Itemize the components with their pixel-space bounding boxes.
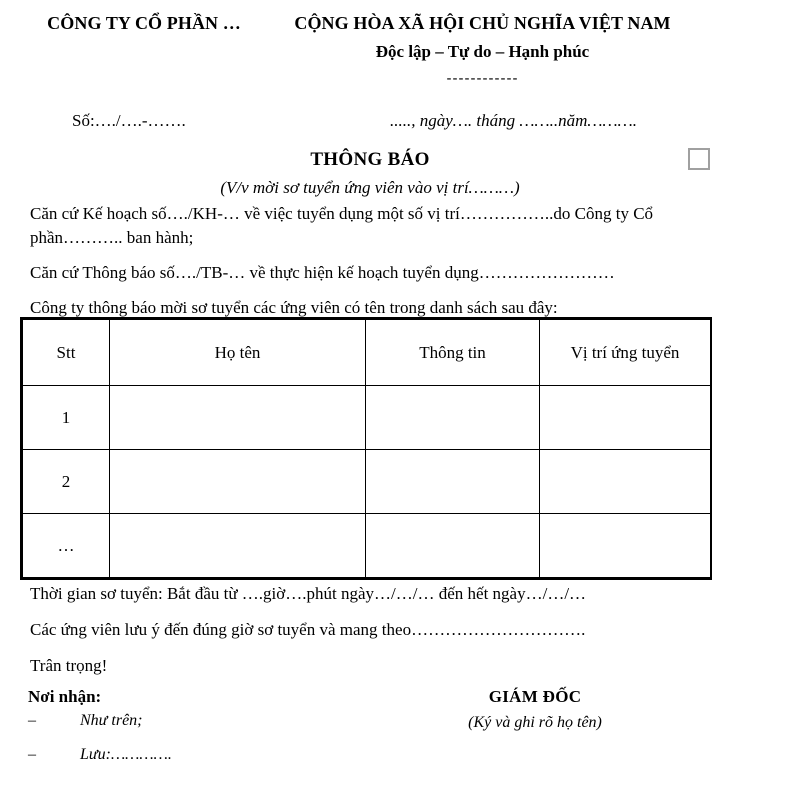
table-row: [23, 450, 711, 514]
table-header-cell-vi-tri: Vị trí ứng tuyển: [540, 320, 711, 386]
recipient-list-item: [28, 711, 388, 731]
document-title-block: [80, 148, 660, 199]
cell-vi-tri[interactable]: [540, 386, 711, 450]
document-number: Số:…./….-…….: [72, 111, 186, 130]
company-name: CÔNG TY CỔ PHẦN …: [47, 13, 241, 33]
table-row: [23, 386, 711, 450]
closing-paragraph-schedule: Thời gian sơ tuyển: Bắt đầu từ ….giờ….phút ngày…/…/… đến hết ngày…/…/…: [30, 584, 587, 603]
table-header-cell-stt: Stt: [23, 320, 110, 386]
cell-ho-ten[interactable]: [110, 514, 366, 578]
cell-vi-tri[interactable]: [540, 450, 711, 514]
signature-note: (Ký và ghi rõ họ tên): [468, 713, 602, 731]
document-closing: [30, 583, 710, 691]
signature-block: [390, 686, 680, 733]
signature-title: GIÁM ĐỐC: [488, 687, 582, 706]
motto-separator-rule: ------------: [446, 69, 519, 87]
cell-ho-ten[interactable]: [110, 386, 366, 450]
recipient-label: Như trên;: [80, 711, 143, 729]
cell-thong-tin[interactable]: [366, 450, 540, 514]
document-body: [30, 202, 702, 332]
national-motto: Độc lập – Tự do – Hạnh phúc: [375, 42, 590, 62]
table-header-cell-thong-tin: Thông tin: [366, 320, 540, 386]
document-meta-row: [0, 110, 791, 136]
document-date-line: ....., ngày…. tháng ……..năm……….: [390, 111, 637, 130]
document-footer: [0, 686, 791, 786]
candidate-table-container: [20, 317, 712, 580]
document-header: [0, 12, 791, 102]
recipient-list-item: [28, 745, 388, 765]
closing-paragraph-regards: Trân trọng!: [30, 655, 108, 675]
recipients-block: [28, 686, 388, 780]
page-title: THÔNG BÁO: [310, 149, 430, 170]
candidate-table: [22, 319, 711, 578]
recipients-title: Nơi nhận:: [28, 687, 102, 706]
table-header-row: [23, 320, 711, 386]
body-paragraph: Căn cứ Kế hoạch số…./KH-… về việc tuyển dụng một số vị trí……………..do Công ty Cổ phần……….. ban hành;: [30, 204, 654, 248]
stamp-placeholder-box: [688, 148, 710, 170]
national-title: CỘNG HÒA XÃ HỘI CHỦ NGHĨA VIỆT NAM: [294, 13, 671, 33]
table-header-cell-ho-ten: Họ tên: [110, 320, 366, 386]
page-subtitle: (V/v mời sơ tuyển ứng viên vào vị trí………): [220, 178, 520, 198]
cell-stt: 1: [23, 386, 110, 450]
closing-paragraph-notice: Các ứng viên lưu ý đến đúng giờ sơ tuyển và mang theo………………………….: [30, 619, 586, 639]
national-heading-block: [270, 12, 695, 86]
body-paragraph: Công ty thông báo mời sơ tuyển các ứng viên có tên trong danh sách sau đây:: [30, 298, 558, 318]
cell-stt: …: [23, 514, 110, 578]
cell-vi-tri[interactable]: [540, 514, 711, 578]
cell-thong-tin[interactable]: [366, 514, 540, 578]
table-row: [23, 514, 711, 578]
cell-stt: 2: [23, 450, 110, 514]
dash-bullet-icon: –: [28, 746, 36, 764]
cell-thong-tin[interactable]: [366, 386, 540, 450]
recipient-label: Lưu:………….: [80, 746, 172, 764]
cell-ho-ten[interactable]: [110, 450, 366, 514]
body-paragraph: Căn cứ Thông báo số…./TB-… về thực hiện kế hoạch tuyển dụng……………………: [30, 263, 615, 283]
dash-bullet-icon: –: [28, 711, 36, 729]
